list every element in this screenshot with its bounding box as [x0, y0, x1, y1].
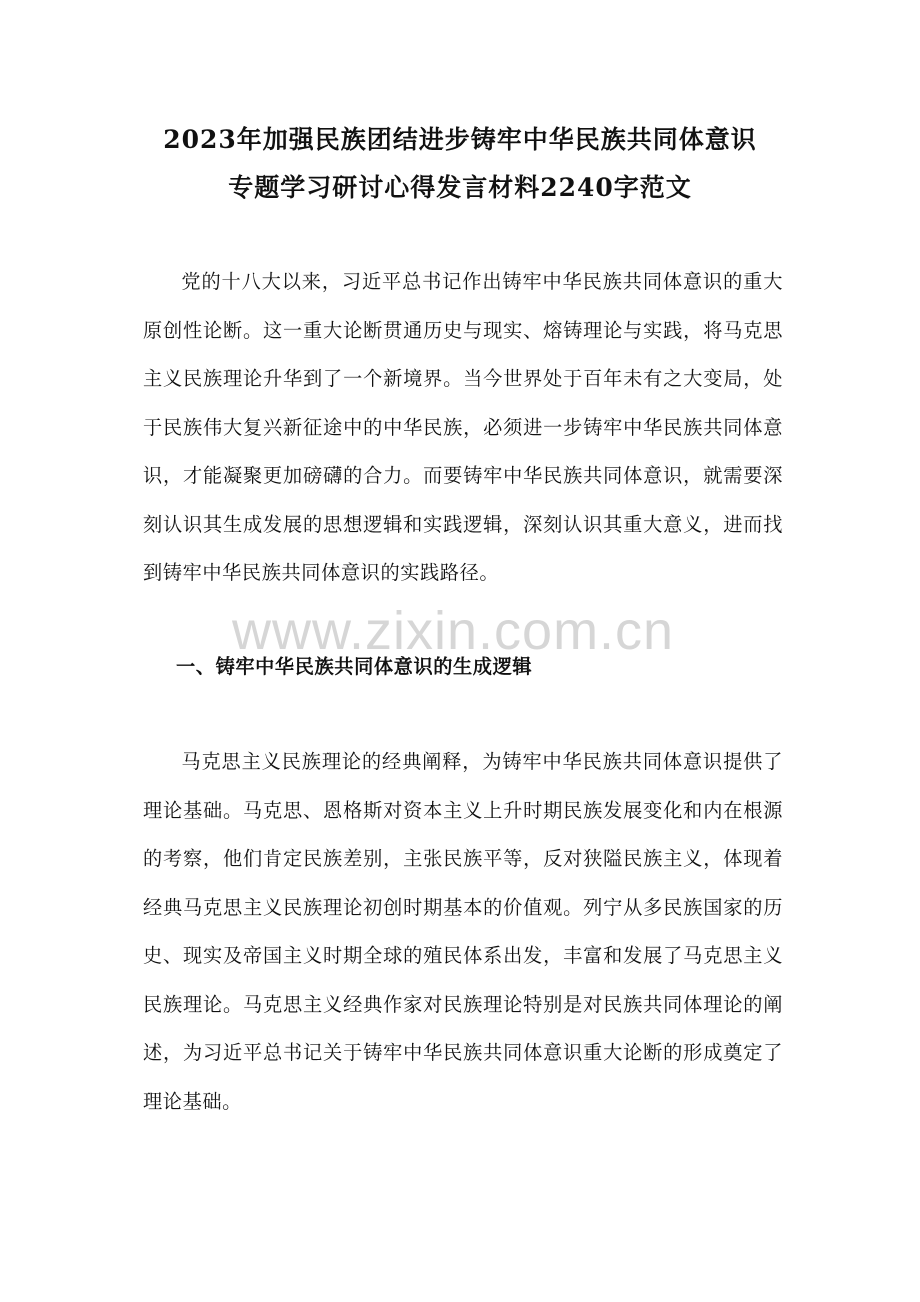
body-paragraph: 马克思主义民族理论的经典阐释，为铸牢中华民族共同体意识提供了理论基础。马克思、恩格斯对资本主义上升时期民族发展变化和内在根源的考察，他们肯定民族差别，主张民族平等，反对狭隘民族主义，体现着经典马克思主义民族理论初创时期基本的价值观。列宁从多民族国家的历史、现实及帝国主义时期全球的殖民体系出发，丰富和发展了马克思主义民族理论。马克思主义经典作家对民族理论特别是对民族共同体理论的阐述，为习近平总书记关于铸牢中华民族共同体意识重大论断的形成奠定了理论基础。	[143, 750, 783, 1113]
watermark: www.zixin.com.cn	[232, 601, 675, 661]
section-heading: 一、铸牢中华民族共同体意识的生成逻辑	[176, 655, 533, 678]
document-title-line-1: 2023年加强民族团结进步铸牢中华民族共同体意识	[163, 125, 757, 154]
intro-paragraph: 党的十八大以来，习近平总书记作出铸牢中华民族共同体意识的重大原创性论断。这一重大论断贯通历史与现实、熔铸理论与实践，将马克思主义民族理论升华到了一个新境界。当今世界处于百年未有之大变局，处于民族伟大复兴新征途中的中华民族，必须进一步铸牢中华民族共同体意识，才能凝聚更加磅礴的合力。而要铸牢中华民族共同体意识，就需要深刻认识其生成发展的思想逻辑和实践逻辑，深刻认识其重大意义，进而找到铸牢中华民族共同体意识的实践路径。	[143, 270, 783, 584]
document-title-line-2: 专题学习研讨心得发言材料2240字范文	[228, 173, 692, 202]
